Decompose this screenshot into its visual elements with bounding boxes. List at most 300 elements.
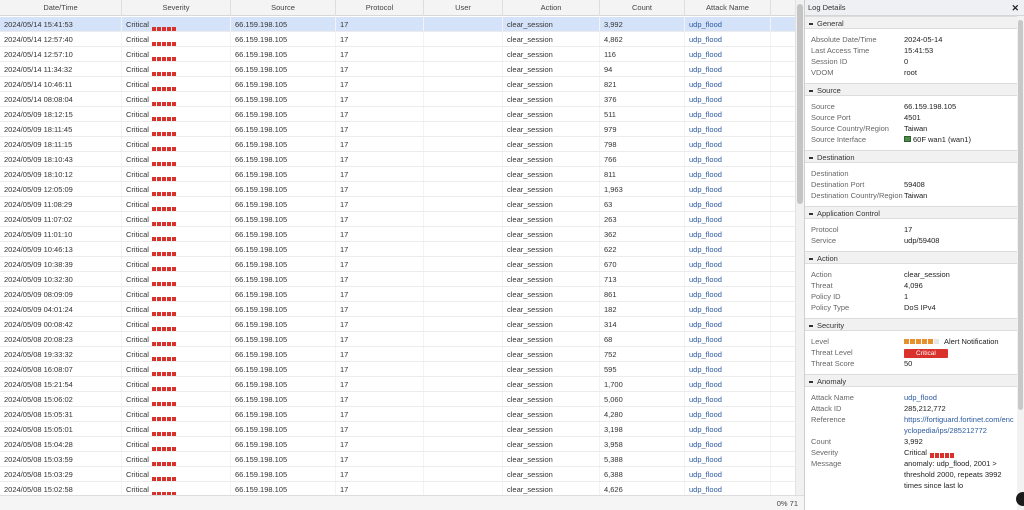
cell-action: [503, 437, 600, 451]
cell-source: [231, 242, 336, 256]
table-row[interactable]: [0, 257, 795, 272]
table-row[interactable]: [0, 62, 795, 77]
table-row[interactable]: [0, 212, 795, 227]
severity-bars: [152, 97, 177, 102]
cell-severity: [122, 257, 231, 271]
field-row: [811, 436, 1017, 447]
cell-action: [503, 407, 600, 421]
cell-text: udp_flood: [689, 350, 722, 359]
field-label: Policy ID: [811, 292, 841, 301]
cell-attack-name[interactable]: [685, 257, 771, 271]
panel-scrollbar[interactable]: [1017, 16, 1024, 510]
cell-text: Critical: [126, 305, 149, 314]
cell-text: 17: [340, 440, 349, 449]
field-row: [811, 269, 1017, 280]
cell-text: 17: [340, 425, 349, 434]
reference-link[interactable]: https://fortiguard.fortinet.com/encyclopedia/ips/285212772: [904, 415, 1014, 435]
cell-text: 17: [340, 230, 349, 239]
collapse-icon: [809, 381, 813, 383]
table-row[interactable]: [0, 47, 795, 62]
cell-attack-name[interactable]: [685, 437, 771, 451]
cell-count: [600, 77, 685, 91]
attack-name-link[interactable]: udp_flood: [904, 393, 937, 402]
level-segment: [910, 339, 915, 344]
cell-text: 2024/05/08 15:04:28: [4, 440, 73, 449]
cell-attack-name[interactable]: [685, 47, 771, 61]
table-row[interactable]: [0, 137, 795, 152]
column-header-action[interactable]: Action: [503, 0, 600, 16]
cell-attack-name[interactable]: [685, 212, 771, 226]
section-security-header[interactable]: [805, 318, 1017, 331]
severity-bars: [152, 67, 177, 72]
cell-action: [503, 137, 600, 151]
floating-action-button[interactable]: [1016, 492, 1024, 506]
cell-text: clear_session: [507, 320, 553, 329]
severity-bars: [152, 37, 177, 42]
table-row[interactable]: [0, 152, 795, 167]
cell-attack-name[interactable]: [685, 302, 771, 316]
cell-datetime: [0, 467, 122, 481]
cell-source: [231, 377, 336, 391]
cell-text: clear_session: [507, 350, 553, 359]
cell-text: 66.159.198.105: [235, 455, 288, 464]
table-row[interactable]: [0, 392, 795, 407]
severity-bars: [152, 427, 177, 432]
severity-bars: [152, 127, 177, 132]
cell-datetime: [0, 167, 122, 181]
cell-attack-name[interactable]: [685, 62, 771, 76]
field-label: Severity: [811, 448, 839, 457]
section-security: [805, 331, 1017, 374]
field-value: [904, 168, 1017, 179]
table-row[interactable]: [0, 317, 795, 332]
table-row[interactable]: [0, 452, 795, 467]
cell-extra: [771, 392, 795, 406]
cell-text: 2024/05/09 10:46:13: [4, 245, 73, 254]
section-source-header[interactable]: [805, 83, 1017, 96]
cell-source: [231, 212, 336, 226]
cell-datetime: [0, 62, 122, 76]
cell-text: 66.159.198.105: [235, 80, 288, 89]
cell-text: clear_session: [507, 80, 553, 89]
table-row[interactable]: [0, 437, 795, 452]
column-header-datetime[interactable]: Date/Time: [0, 0, 122, 16]
close-icon[interactable]: ✕: [1011, 3, 1019, 13]
field-value: [904, 447, 1017, 458]
cell-user: [424, 212, 503, 226]
cell-extra: [771, 167, 795, 181]
cell-severity: [122, 332, 231, 346]
cell-datetime: [0, 77, 122, 91]
table-row[interactable]: [0, 407, 795, 422]
cell-text: 4,862: [604, 35, 623, 44]
cell-attack-name[interactable]: [685, 137, 771, 151]
cell-severity: [122, 167, 231, 181]
section-destination: [805, 163, 1017, 206]
table-row[interactable]: [0, 347, 795, 362]
cell-severity: [122, 302, 231, 316]
table-scrollbar-thumb[interactable]: [797, 4, 803, 204]
cell-text: udp_flood: [689, 365, 722, 374]
cell-attack-name[interactable]: [685, 32, 771, 46]
cell-user: [424, 317, 503, 331]
section-general-header[interactable]: [805, 16, 1017, 29]
field-label: Attack ID: [811, 404, 842, 413]
cell-text: 66.159.198.105: [235, 50, 288, 59]
cell-protocol: [336, 32, 424, 46]
cell-source: [231, 362, 336, 376]
field-value: DoS IPv4: [904, 303, 936, 312]
cell-attack-name[interactable]: [685, 182, 771, 196]
cell-text: Critical: [126, 65, 149, 74]
cell-severity: [122, 17, 231, 31]
collapse-icon: [809, 213, 813, 215]
field-label: Policy Type: [811, 303, 850, 312]
cell-text: clear_session: [507, 50, 553, 59]
cell-text: 66.159.198.105: [235, 350, 288, 359]
cell-text: 622: [604, 245, 617, 254]
cell-text: clear_session: [507, 260, 553, 269]
section-title: Action: [817, 254, 838, 263]
cell-action: [503, 482, 600, 495]
cell-attack-name[interactable]: [685, 482, 771, 495]
cell-datetime: [0, 257, 122, 271]
cell-source: [231, 77, 336, 91]
table-row[interactable]: [0, 167, 795, 182]
cell-text: 17: [340, 20, 349, 29]
severity-bars: [152, 322, 177, 327]
field-label: Source Port: [811, 113, 851, 122]
cell-text: 66.159.198.105: [235, 170, 288, 179]
table-row[interactable]: [0, 302, 795, 317]
cell-text: udp_flood: [689, 20, 722, 29]
cell-text: 362: [604, 230, 617, 239]
cell-count: [600, 362, 685, 376]
table-row[interactable]: [0, 92, 795, 107]
cell-text: clear_session: [507, 185, 553, 194]
cell-count: [600, 467, 685, 481]
severity-bars: [152, 52, 177, 57]
cell-protocol: [336, 317, 424, 331]
cell-action: [503, 452, 600, 466]
table-row[interactable]: [0, 377, 795, 392]
cell-text: 2024/05/08 15:05:01: [4, 425, 73, 434]
level-segment: [922, 339, 927, 344]
cell-attack-name[interactable]: [685, 152, 771, 166]
cell-text: 17: [340, 50, 349, 59]
cell-protocol: [336, 302, 424, 316]
field-row: [811, 134, 1017, 145]
cell-text: udp_flood: [689, 485, 722, 494]
cell-extra: [771, 62, 795, 76]
cell-text: 17: [340, 305, 349, 314]
cell-attack-name[interactable]: [685, 17, 771, 31]
cell-text: udp_flood: [689, 140, 722, 149]
table-row[interactable]: [0, 107, 795, 122]
cell-text: clear_session: [507, 485, 553, 494]
cell-text: 3,198: [604, 425, 623, 434]
cell-protocol: [336, 467, 424, 481]
cell-source: [231, 152, 336, 166]
cell-text: Critical: [126, 395, 149, 404]
cell-datetime: [0, 437, 122, 451]
cell-attack-name[interactable]: [685, 92, 771, 106]
cell-text: 66.159.198.105: [235, 140, 288, 149]
cell-text: 17: [340, 290, 349, 299]
cell-text: 66.159.198.105: [235, 275, 288, 284]
field-label: Source Country/Region: [811, 124, 889, 133]
cell-severity: [122, 347, 231, 361]
cell-text: Critical: [126, 110, 149, 119]
cell-severity: [122, 182, 231, 196]
cell-text: udp_flood: [689, 215, 722, 224]
cell-text: 66.159.198.105: [235, 260, 288, 269]
cell-attack-name[interactable]: [685, 122, 771, 136]
table-row[interactable]: [0, 467, 795, 482]
table-row[interactable]: [0, 17, 795, 32]
cell-text: 17: [340, 170, 349, 179]
cell-text: Critical: [126, 335, 149, 344]
field-row: [811, 392, 1017, 403]
table-row[interactable]: [0, 362, 795, 377]
cell-action: [503, 122, 600, 136]
cell-text: Critical: [126, 350, 149, 359]
cell-attack-name[interactable]: [685, 347, 771, 361]
cell-text: Critical: [126, 215, 149, 224]
cell-text: 17: [340, 185, 349, 194]
cell-attack-name[interactable]: [685, 197, 771, 211]
field-row: [811, 447, 1017, 458]
field-row: [811, 403, 1017, 414]
cell-text: Critical: [126, 200, 149, 209]
cell-protocol: [336, 422, 424, 436]
cell-text: 17: [340, 410, 349, 419]
cell-text: Critical: [126, 440, 149, 449]
field-value: [904, 347, 1017, 358]
cell-action: [503, 92, 600, 106]
interface-icon: [904, 136, 911, 142]
cell-datetime: [0, 92, 122, 106]
cell-text: 17: [340, 260, 349, 269]
column-header-source[interactable]: Source: [231, 0, 336, 16]
cell-extra: [771, 152, 795, 166]
table-row[interactable]: [0, 332, 795, 347]
cell-datetime: [0, 452, 122, 466]
cell-protocol: [336, 377, 424, 391]
section-action: [805, 264, 1017, 318]
field-row: [811, 291, 1017, 302]
severity-bars: [152, 247, 177, 252]
column-header-severity[interactable]: Severity: [122, 0, 231, 16]
cell-text: 66.159.198.105: [235, 20, 288, 29]
table-row[interactable]: [0, 197, 795, 212]
section-anomaly: [805, 387, 1017, 496]
cell-text: 2024/05/08 20:08:23: [4, 335, 73, 344]
cell-attack-name[interactable]: [685, 392, 771, 406]
table-row[interactable]: [0, 32, 795, 47]
cell-attack-name[interactable]: [685, 377, 771, 391]
cell-text: 17: [340, 245, 349, 254]
cell-datetime: [0, 122, 122, 136]
cell-attack-name[interactable]: [685, 287, 771, 301]
field-label: Threat Level: [811, 348, 853, 357]
cell-text: udp_flood: [689, 245, 722, 254]
cell-attack-name[interactable]: [685, 422, 771, 436]
cell-attack-name[interactable]: [685, 332, 771, 346]
cell-count: [600, 107, 685, 121]
column-header-user[interactable]: User: [424, 0, 503, 16]
cell-text: 3,958: [604, 440, 623, 449]
column-header-attack-name[interactable]: Attack Name: [685, 0, 771, 16]
cell-severity: [122, 122, 231, 136]
cell-text: udp_flood: [689, 410, 722, 419]
cell-text: 1,700: [604, 380, 623, 389]
cell-text: Critical: [126, 260, 149, 269]
cell-extra: [771, 32, 795, 46]
cell-attack-name[interactable]: [685, 167, 771, 181]
table-row[interactable]: [0, 482, 795, 495]
column-header-count[interactable]: Count: [600, 0, 685, 16]
cell-action: [503, 152, 600, 166]
cell-text: Critical: [126, 455, 149, 464]
cell-datetime: [0, 317, 122, 331]
cell-text: clear_session: [507, 245, 553, 254]
cell-text: udp_flood: [689, 170, 722, 179]
section-application-control-header[interactable]: [805, 206, 1017, 219]
field-label: Service: [811, 236, 837, 245]
level-text: Alert Notification: [944, 337, 999, 346]
table-row[interactable]: [0, 122, 795, 137]
table-row[interactable]: [0, 182, 795, 197]
cell-source: [231, 137, 336, 151]
field-label: Action: [811, 270, 832, 279]
cell-extra: [771, 227, 795, 241]
cell-text: Critical: [126, 230, 149, 239]
cell-extra: [771, 137, 795, 151]
cell-datetime: [0, 272, 122, 286]
cell-text: 821: [604, 80, 617, 89]
field-label: Absolute Date/Time: [811, 35, 877, 44]
section-title: Security: [817, 321, 845, 330]
cell-extra: [771, 377, 795, 391]
cell-text: 66.159.198.105: [235, 230, 288, 239]
cell-action: [503, 167, 600, 181]
field-label: Source Interface: [811, 135, 867, 144]
field-label: Session ID: [811, 57, 848, 66]
cell-severity: [122, 407, 231, 421]
cell-text: 94: [604, 65, 613, 74]
severity-bars: [152, 307, 177, 312]
cell-text: 66.159.198.105: [235, 380, 288, 389]
cell-user: [424, 272, 503, 286]
cell-text: 66.159.198.105: [235, 110, 288, 119]
field-value: 1: [904, 292, 909, 301]
column-header-protocol[interactable]: Protocol: [336, 0, 424, 16]
field-row: [811, 280, 1017, 291]
cell-text: clear_session: [507, 275, 553, 284]
cell-text: udp_flood: [689, 305, 722, 314]
cell-attack-name[interactable]: [685, 242, 771, 256]
cell-attack-name[interactable]: [685, 227, 771, 241]
table-row[interactable]: [0, 422, 795, 437]
cell-text: Critical: [126, 245, 149, 254]
cell-count: [600, 212, 685, 226]
level-segment: [928, 339, 933, 344]
cell-text: clear_session: [507, 335, 553, 344]
cell-text: 2024/05/14 08:08:04: [4, 95, 73, 104]
cell-text: Critical: [126, 125, 149, 134]
field-value: clear_session: [904, 270, 950, 279]
cell-text: 766: [604, 155, 617, 164]
cell-action: [503, 242, 600, 256]
section-destination-header[interactable]: [805, 150, 1017, 163]
field-label: Message: [811, 459, 842, 468]
cell-action: [503, 197, 600, 211]
table-row[interactable]: [0, 272, 795, 287]
cell-attack-name[interactable]: [685, 272, 771, 286]
table-row[interactable]: [0, 227, 795, 242]
section-anomaly-header[interactable]: [805, 374, 1017, 387]
severity-bars: [152, 262, 177, 267]
cell-source: [231, 392, 336, 406]
cell-source: [231, 332, 336, 346]
cell-text: udp_flood: [689, 425, 722, 434]
cell-text: udp_flood: [689, 155, 722, 164]
cell-attack-name[interactable]: [685, 107, 771, 121]
table-row[interactable]: [0, 242, 795, 257]
cell-attack-name[interactable]: [685, 452, 771, 466]
cell-text: 4,280: [604, 410, 623, 419]
table-row[interactable]: [0, 77, 795, 92]
level-segment: [934, 339, 939, 344]
cell-attack-name[interactable]: [685, 407, 771, 421]
field-value: 3,992: [904, 437, 923, 446]
cell-user: [424, 467, 503, 481]
cell-text: udp_flood: [689, 230, 722, 239]
section-title: General: [817, 19, 844, 28]
field-row: [811, 347, 1017, 358]
cell-user: [424, 167, 503, 181]
cell-text: 5,388: [604, 455, 623, 464]
section-action-header[interactable]: [805, 251, 1017, 264]
field-value: [904, 134, 1017, 145]
table-scrollbar[interactable]: [795, 0, 804, 495]
cell-protocol: [336, 92, 424, 106]
panel-scrollbar-thumb[interactable]: [1018, 20, 1023, 410]
cell-text: clear_session: [507, 170, 553, 179]
cell-source: [231, 302, 336, 316]
field-value: 50: [904, 359, 913, 368]
cell-user: [424, 437, 503, 451]
cell-protocol: [336, 47, 424, 61]
cell-protocol: [336, 452, 424, 466]
cell-attack-name[interactable]: [685, 317, 771, 331]
cell-text: 1,963: [604, 185, 623, 194]
cell-protocol: [336, 407, 424, 421]
cell-attack-name[interactable]: [685, 77, 771, 91]
cell-text: 2024/05/09 18:10:43: [4, 155, 73, 164]
field-value: 15:41:53: [904, 46, 934, 55]
cell-datetime: [0, 287, 122, 301]
table-row[interactable]: [0, 287, 795, 302]
field-label: Threat: [811, 281, 833, 290]
cell-count: [600, 302, 685, 316]
cell-attack-name[interactable]: [685, 362, 771, 376]
cell-action: [503, 422, 600, 436]
cell-action: [503, 377, 600, 391]
cell-action: [503, 62, 600, 76]
cell-attack-name[interactable]: [685, 467, 771, 481]
